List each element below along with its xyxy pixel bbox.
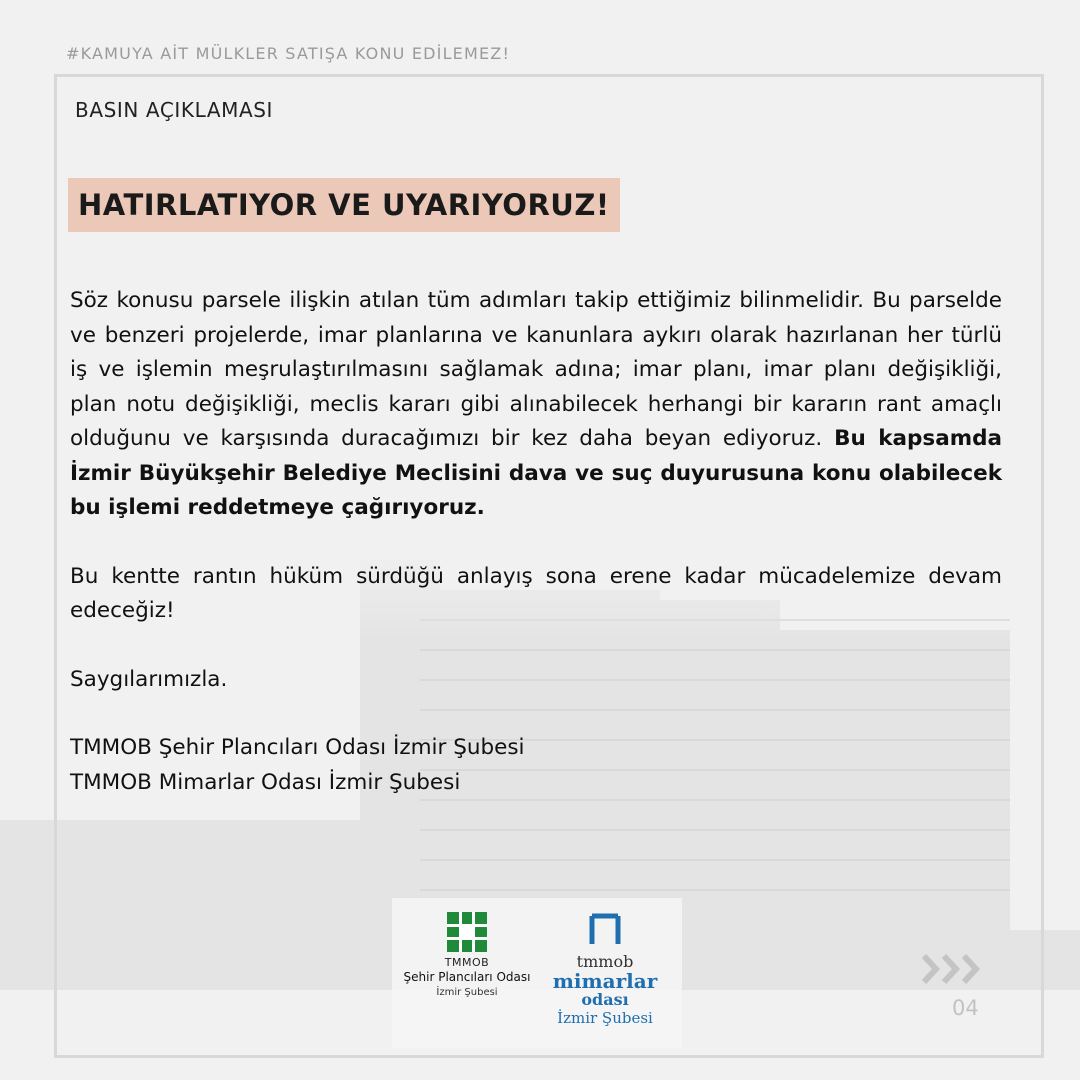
sehir-plancilari-logo — [392, 912, 542, 998]
mo-logo-line-2: mimarlar — [552, 969, 658, 993]
spo-logo-line-2: Şehir Plancıları Odası — [403, 970, 531, 984]
paragraph-1 — [70, 284, 1002, 526]
sehir-plancilari-grid-icon — [447, 912, 487, 952]
body-text — [70, 284, 1002, 800]
mo-logo-line-3: odası — [581, 990, 629, 1009]
paragraph-2: Bu kentte rantın hüküm sürdüğü anlayış sona erene kadar mücadelemize devam edeceğiz! — [70, 563, 1002, 623]
headline: HATIRLATIYOR VE UYARIYORUZ! — [68, 178, 620, 232]
spo-logo-line-1: TMMOB — [444, 956, 490, 969]
paragraph-1-text: Söz konusu parsele ilişkin atılan tüm adımları takip ettiğimiz bilinmelidir. Bu parselde ve benzeri projelerde, imar planlarına ve kanunlara aykırı olarak hazırlanan her türlü iş ve işlemin meşrulaştırılmasını sağlamak adına; imar planı, imar planı değişikliği, plan notu değişikliği, meclis kararı gibi alınabilecek herhangi bir kararın rant amaçlı olduğunu ve karşısında duracağımızı bir kez daha beyan ediyoruz. — [70, 288, 1002, 451]
signature-1: TMMOB Şehir Plancıları Odası İzmir Şubesi — [70, 735, 525, 760]
page-number: 04 — [952, 996, 979, 1020]
campaign-hashtag: #KAMUYA AİT MÜLKLER SATIŞA KONU EDİLEMEZ! — [66, 44, 511, 63]
organization-logos — [392, 898, 682, 1048]
signature-2: TMMOB Mimarlar Odası İzmir Şubesi — [70, 769, 461, 795]
mo-logo-line-1: tmmob — [576, 952, 634, 971]
paragraph-1-bold-text: Bu kapsamda İzmir Büyükşehir Belediye Meclisini dava ve suç duyurusuna konu olabilecek bu işlemi reddetmeye çağırıyoruz. — [70, 426, 1003, 520]
mimarlar-odasi-bracket-icon — [588, 912, 622, 946]
document-type-label: BASIN AÇIKLAMASI — [75, 98, 274, 122]
closing-greeting: Saygılarımızla. — [70, 666, 228, 692]
spo-logo-line-3: İzmir Şubesi — [436, 987, 498, 998]
triple-chevron-right-icon[interactable] — [920, 952, 986, 986]
mimarlar-odasi-logo — [550, 912, 660, 1027]
mo-logo-line-4: İzmir Şubesi — [557, 1009, 653, 1027]
